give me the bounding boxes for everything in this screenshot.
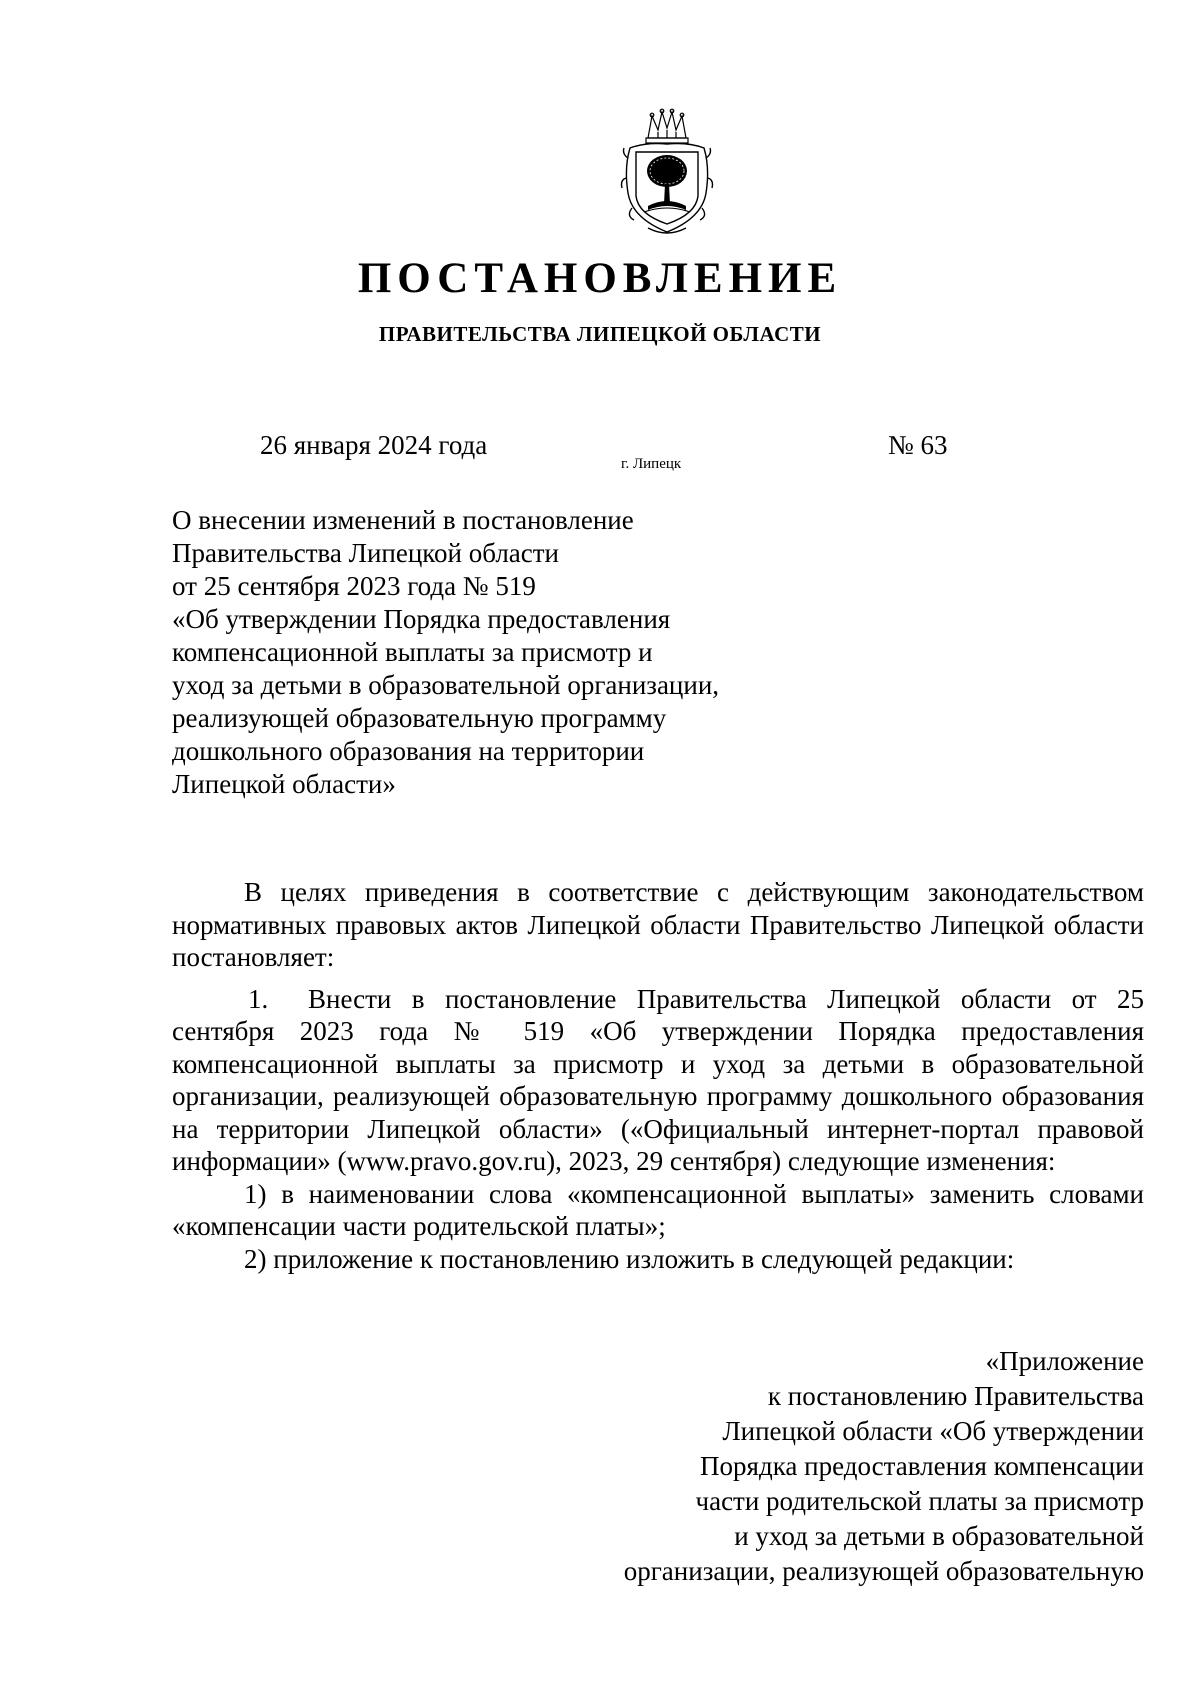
preamble-paragraph: В целях приведения в соответствие с действующим законодательством нормативных правовых актов Липецкой области Правительство Липецкой области постановляет: [172,877,1144,972]
subject-line: от 25 сентября 2023 года № 519 [172,571,536,601]
document-date: 26 января 2024 года [260,430,488,460]
appendix-header-line: Липецкой области «Об утверждении [722,1416,1144,1446]
appendix-header-line: «Приложение [985,1346,1144,1376]
document-type-title: ПОСТАНОВЛЕНИЕ [357,255,843,302]
appendix-header-line: к постановлению Правительства [767,1381,1144,1411]
subject-line: уход за детьми в образовательной организации, [172,670,720,700]
subject-line: «Об утверждении Порядка предоставления [172,604,671,634]
document-number: № 63 [888,430,948,460]
appendix-header-line: организации, реализующей образовательную [623,1556,1144,1586]
subject-line: Липецкой области» [172,769,396,799]
appendix-header-line: и уход за детьми в образовательной [734,1521,1144,1551]
appendix-header-line: части родительской платы за присмотр [695,1486,1144,1516]
document-subject [172,504,719,801]
issuer-subtitle: ПРАВИТЕЛЬСТВА ЛИПЕЦКОЙ ОБЛАСТИ [378,322,822,346]
subject-line: компенсационной выплаты за присмотр и [172,637,653,667]
subject-line: реализующей образовательную программу [172,703,667,733]
appendix-header [624,1344,1144,1589]
document-place: г. Липецк [621,456,682,472]
subject-line: Правительства Липецкой области [172,538,560,568]
lipetsk-coat-of-arms-icon [618,108,716,238]
subject-line: дошкольного образования на территории [172,736,645,766]
appendix-header-line: Порядка предоставления компенсации [700,1451,1144,1481]
subitem-1-paragraph: 1) в наименовании слова «компенсационной выплаты» заменить словами «компенсации части родительской платы»; [172,1178,1144,1241]
subitem-2-paragraph: 2) приложение к постановлению изложить в следующей редакции: [244,1243,1015,1274]
subject-line: О внесении изменений в постановление [172,505,634,535]
item-1-number: 1. [248,983,269,1014]
document-body [172,876,1144,1275]
item-1-paragraph [172,983,1144,1178]
item-1-text: Внести в постановление Правительства Липецкой области от 25 сентября 2023 года № 519 «Об утверждении Порядка предоставления компенсационной выплаты за присмотр и уход за детьми в образовательной организации, реализующей образовательную программу дошкольного образования на территории Липецкой области» («Официальный интернет-портал правовой информации» (www.pravo.gov.ru), 2023, 29 сентября) следующие изменения: [172,983,1144,1176]
